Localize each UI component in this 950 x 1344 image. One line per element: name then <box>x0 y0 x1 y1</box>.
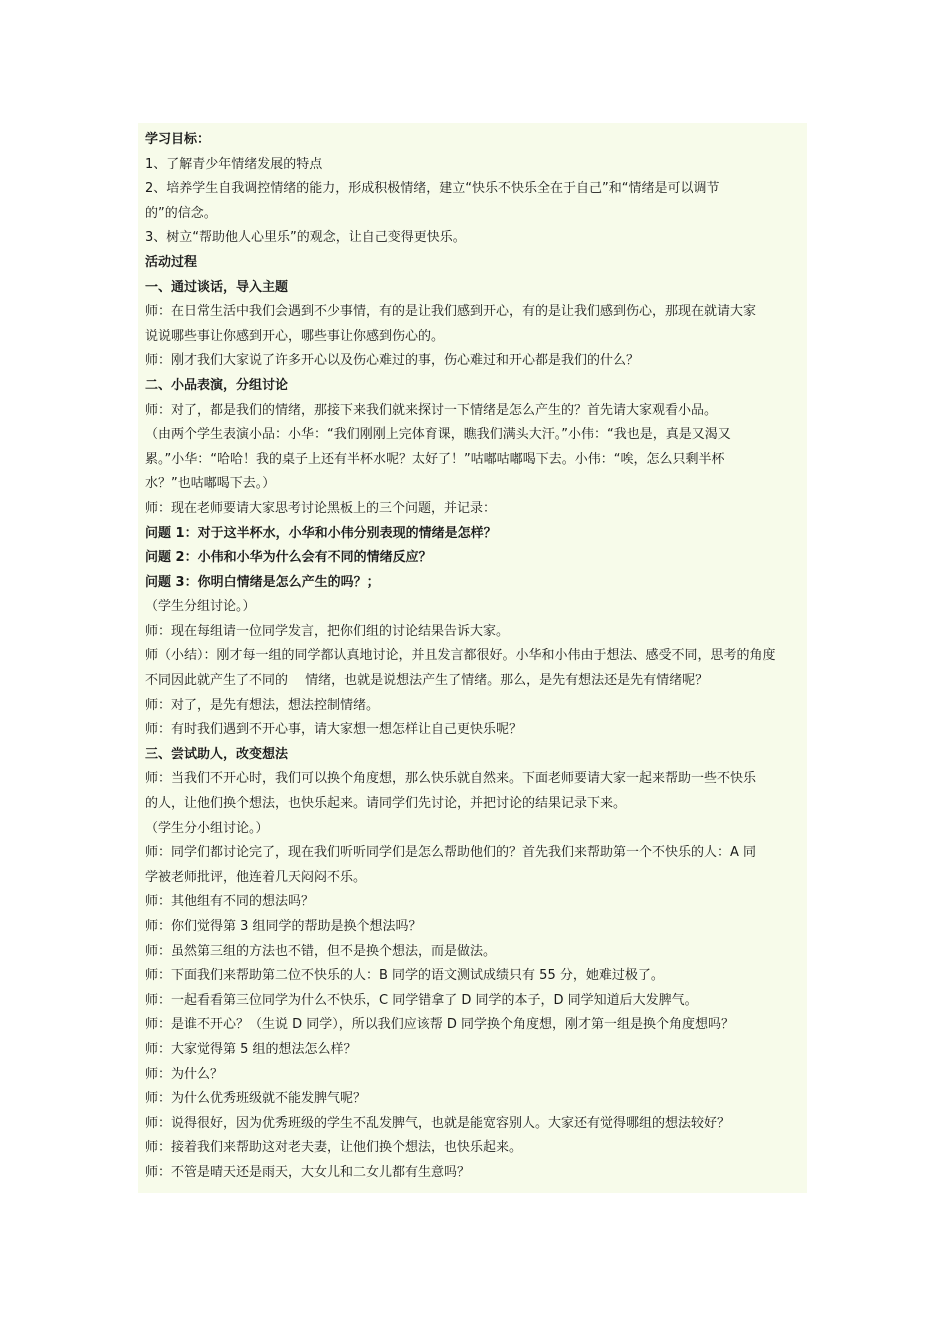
paragraph-line: 3、树立“帮助他人心里乐”的观念，让自己变得更快乐。 <box>145 230 466 246</box>
paragraph-line: 师：对了，是先有想法，想法控制情绪。 <box>145 697 380 713</box>
paragraph-line: 师：为什么？ <box>145 1066 224 1082</box>
paragraph-line: 水？”也咕嘟喝下去。） <box>145 476 276 492</box>
paragraph-line: 师：当我们不开心时，我们可以换个角度想，那么快乐就自然来。下面老师要请大家一起来帮助一些不快乐 <box>145 771 757 787</box>
paragraph-line: 师：你们觉得第 3 组同学的帮助是换个想法吗？ <box>145 919 422 934</box>
paragraph-line: 师：现在老师要请大家思考讨论黑板上的三个问题，并记录： <box>145 500 497 516</box>
paragraph-line: （由两个学生表演小品：小华：“我们刚刚上完体育课，瞧我们满头大汗。”小伟：“我也是，真是又渴又 <box>145 427 731 443</box>
paragraph-line: 不同因此就产生了不同的 情绪，也就是说想法产生了情绪。那么，是先有想法还是先有情绪呢？ <box>145 673 709 689</box>
paragraph-line: 师：现在每组请一位同学发言，把你们组的讨论结果告诉大家。 <box>145 623 510 639</box>
section-heading: 一、通过谈话，导入主题 <box>145 279 289 295</box>
paragraph-line: 师：其他组有不同的想法吗？ <box>145 894 315 910</box>
paragraph-line: 师：不管是晴天还是雨天，大女儿和二女儿都有生意吗？ <box>145 1164 471 1180</box>
paragraph-line: （学生分小组讨论。） <box>145 820 269 836</box>
paragraph-line: （学生分组讨论。） <box>145 599 256 615</box>
paragraph-line: 说说哪些事让你感到开心，哪些事让你感到伤心的。 <box>145 328 445 344</box>
paragraph-line: 学被老师批评，他连着几天闷闷不乐。 <box>145 869 367 885</box>
paragraph-line: 师：刚才我们大家说了许多开心以及伤心难过的事，伤心难过和开心都是我们的什么？ <box>145 353 640 369</box>
paragraph-line: 师：对了，都是我们的情绪，那接下来我们就来探讨一下情绪是怎么产生的？首先请大家观看小品。 <box>145 402 718 418</box>
paragraph-line: 师：大家觉得第 5 组的想法怎么样？ <box>145 1041 357 1057</box>
section-heading: 活动过程 <box>145 254 198 270</box>
paragraph-line: 1、了解青少年情绪发展的特点 <box>145 156 323 172</box>
paragraph-line: 的人，让他们换个想法，也快乐起来。请同学们先讨论，并把讨论的结果记录下来。 <box>145 796 627 812</box>
paragraph-line: 的”的信念。 <box>145 205 217 221</box>
section-heading: 问题 2：小伟和小华为什么会有不同的情绪反应？ <box>145 550 432 566</box>
paragraph-line: 师：说得很好，因为优秀班级的学生不乱发脾气，也就是能宽容别人。大家还有觉得哪组的想法较好？ <box>145 1115 731 1131</box>
section-heading: 三、尝试助人，改变想法 <box>145 746 289 762</box>
section-heading: 二、小品表演，分组讨论 <box>145 377 289 393</box>
document-body <box>145 128 805 1186</box>
paragraph-line: 师：是谁不开心？（生说 D 同学），所以我们应该帮 D 同学换个角度想，刚才第一组是换个角度想吗？ <box>145 1017 735 1033</box>
section-heading: 学习目标： <box>145 132 211 147</box>
paragraph-line: 师：接着我们来帮助这对老夫妻，让他们换个想法，也快乐起来。 <box>145 1140 523 1156</box>
paragraph-line: 2、培养学生自我调控情绪的能力，形成积极情绪，建立“快乐不快乐全在于自己”和“情绪是可以调节 <box>145 181 720 197</box>
section-heading: 问题 1：对于这半杯水，小华和小伟分别表现的情绪是怎样？ <box>145 525 497 541</box>
paragraph-line: 师：一起看看第三位同学为什么不快乐，C 同学错拿了 D 同学的本子，D 同学知道后大发脾气。 <box>145 992 698 1008</box>
paragraph-line: 师：有时我们遇到不开心事，请大家想一想怎样让自己更快乐呢？ <box>145 722 523 738</box>
paragraph-line: 师：虽然第三组的方法也不错，但不是换个想法，而是做法。 <box>145 943 497 959</box>
paragraph-line: 师（小结）：刚才每一组的同学都认真地讨论，并且发言都很好。小华和小伟由于想法、感受不同，思考的角度 <box>145 648 776 664</box>
paragraph-line: 师：下面我们来帮助第二位不快乐的人：B 同学的语文测试成绩只有 55 分，她难过极了。 <box>145 968 664 984</box>
section-heading: 问题 3：你明白情绪是怎么产生的吗？； <box>145 574 380 590</box>
paragraph-line: 师：为什么优秀班级就不能发脾气呢？ <box>145 1091 367 1107</box>
paragraph-line: 师：同学们都讨论完了，现在我们听听同学们是怎么帮助他们的？首先我们来帮助第一个不快乐的人：A 同 <box>145 845 757 861</box>
paragraph-line: 累。”小华：“哈哈！我的桌子上还有半杯水呢？太好了！”咕嘟咕嘟喝下去。小伟：“唉，怎么只剩半杯 <box>145 451 725 467</box>
paragraph-line: 师：在日常生活中我们会遇到不少事情，有的是让我们感到开心，有的是让我们感到伤心，那现在就请大家 <box>145 304 757 320</box>
